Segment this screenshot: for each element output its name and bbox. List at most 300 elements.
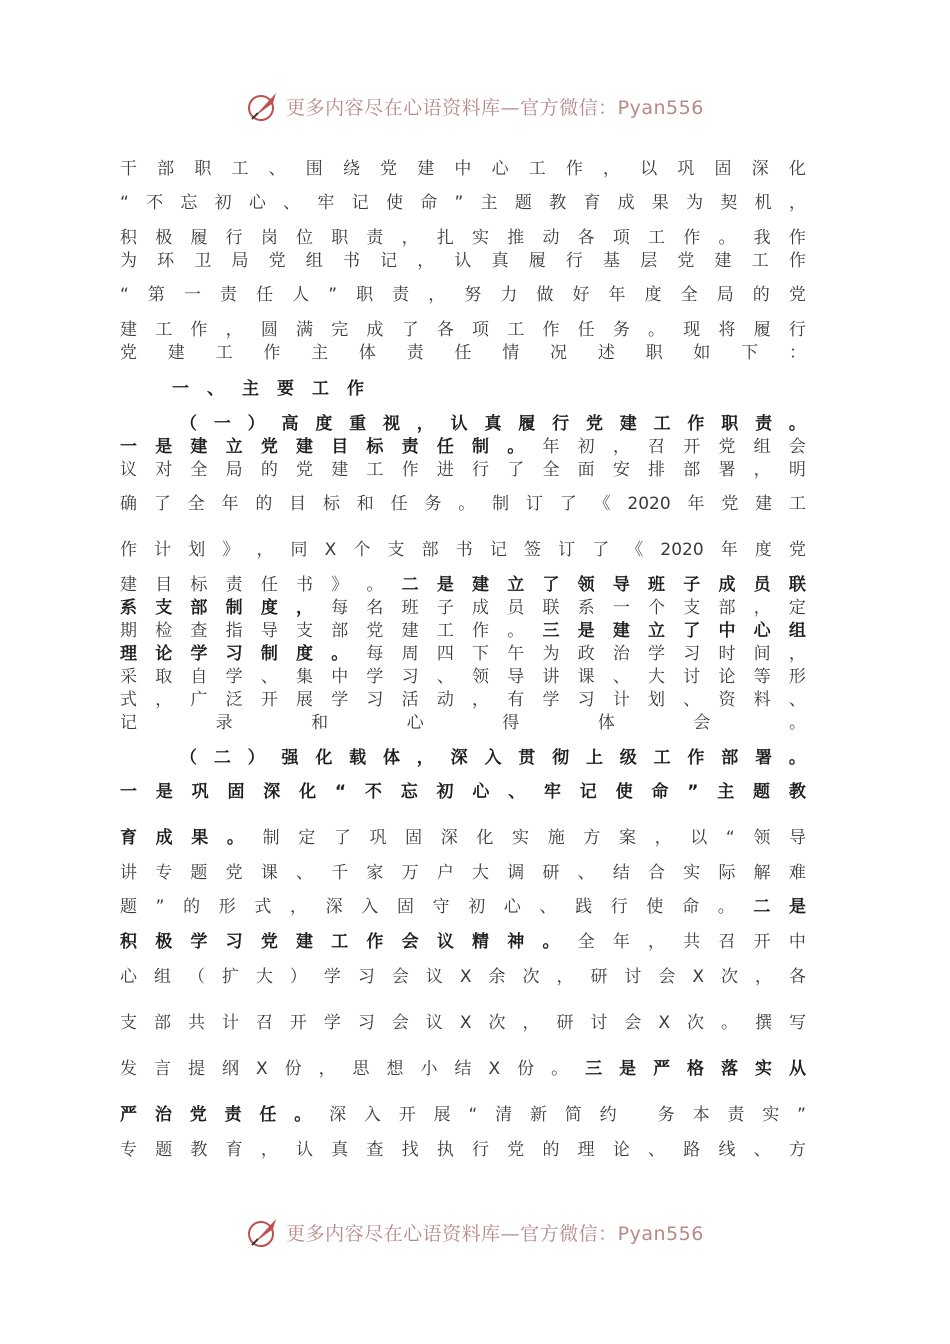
text-char: 订 xyxy=(525,494,543,514)
text-char: 实 xyxy=(472,228,490,248)
text-char: 党 xyxy=(789,540,806,560)
text-line xyxy=(172,376,364,402)
text-char: 命 xyxy=(420,193,438,213)
text-char: 作 xyxy=(263,343,281,363)
text-char: 职 xyxy=(356,285,374,305)
text-char: 卫 xyxy=(194,251,212,271)
text-char: 。 xyxy=(366,575,384,595)
text-char: 形 xyxy=(788,667,806,687)
text-char: 共 xyxy=(683,932,701,952)
text-char: 建 xyxy=(401,621,419,641)
text-char: 制 xyxy=(260,644,278,664)
text-char: 固 xyxy=(405,828,423,848)
text-char: 务 xyxy=(657,1105,675,1125)
text-char: 。 xyxy=(294,1105,312,1125)
text-char: 学 xyxy=(323,1013,341,1033)
text-char: 体 xyxy=(597,713,615,733)
text-char: 责 xyxy=(225,575,243,595)
text-char: 难 xyxy=(788,863,806,883)
text-char: 党 xyxy=(721,494,739,514)
text-char: 作 xyxy=(788,251,806,271)
text-char: （ xyxy=(187,967,205,987)
watermark-text: 更多内容尽在心语资料库—官方微信：Pyan556 xyxy=(286,96,704,119)
text-char: ） xyxy=(289,967,307,987)
text-char: 、 xyxy=(260,667,278,687)
text-char xyxy=(634,1102,639,1128)
text-char: ， xyxy=(401,228,419,248)
text-char: X xyxy=(459,1013,472,1033)
text-char: 下 xyxy=(741,343,759,363)
text-char: 况 xyxy=(550,343,568,363)
text-char: 论 xyxy=(718,667,736,687)
text-char: 题 xyxy=(190,863,208,883)
text-char: 心 xyxy=(406,713,424,733)
text-char: 料 xyxy=(753,690,771,710)
text-char: 年 xyxy=(221,494,239,514)
text-char: 建 xyxy=(190,437,208,457)
text-line xyxy=(120,1137,806,1163)
text-char: 建 xyxy=(120,320,137,340)
text-char: 认 xyxy=(450,414,468,434)
text-char: 各 xyxy=(577,228,595,248)
text-char: 习 xyxy=(225,644,243,664)
text-char: 度 xyxy=(644,285,662,305)
text-char: ” xyxy=(454,193,464,213)
text-char: 建 xyxy=(612,621,630,641)
text-char: ， xyxy=(472,690,490,710)
text-line xyxy=(120,964,806,990)
text-char: 习 xyxy=(357,967,375,987)
text-char: 入 xyxy=(484,748,502,768)
text-char: 忘 xyxy=(400,782,418,802)
text-char: 入 xyxy=(361,897,379,917)
text-char: 固 xyxy=(227,782,245,802)
text-char: 组 xyxy=(788,621,806,641)
text-line xyxy=(120,1010,806,1036)
text-char: 题 xyxy=(753,782,770,802)
text-char: 开 xyxy=(753,932,771,952)
text-char: ， xyxy=(416,414,434,434)
text-char: 言 xyxy=(153,1059,171,1079)
text-char: 上 xyxy=(585,748,603,768)
text-char: 取 xyxy=(155,667,173,687)
text-char: 工 xyxy=(528,159,546,179)
text-char: 格 xyxy=(687,1059,705,1079)
text-char: ， xyxy=(612,437,630,457)
text-char: 任 xyxy=(390,494,408,514)
text-char: 守 xyxy=(432,897,450,917)
text-char: 制 xyxy=(492,494,510,514)
text-char: 全 xyxy=(542,460,560,480)
text-char: 结 xyxy=(454,1059,472,1079)
text-char: ， xyxy=(225,320,243,340)
text-char: 育 xyxy=(225,1140,243,1160)
text-char: 满 xyxy=(296,320,314,340)
text-char: 行 xyxy=(472,460,490,480)
text-char: 行 xyxy=(610,897,628,917)
text-char: 家 xyxy=(366,863,384,883)
text-char: 开 xyxy=(289,1013,307,1033)
text-char: 。 xyxy=(458,494,476,514)
text-char: 讨 xyxy=(683,667,701,687)
text-line xyxy=(120,457,806,483)
text-char: 第 xyxy=(147,285,165,305)
text-char: 导 xyxy=(612,575,630,595)
text-char: 专 xyxy=(155,863,173,883)
text-char: 子 xyxy=(436,598,454,618)
text-char: 神 xyxy=(507,932,525,952)
text-char: 习 xyxy=(366,690,384,710)
text-char: 年 xyxy=(612,932,630,952)
text-char: 《 xyxy=(626,540,644,560)
text-char: ， xyxy=(260,1140,278,1160)
text-char: 定 xyxy=(298,828,316,848)
text-char: 、 xyxy=(753,1140,771,1160)
text-char: 发 xyxy=(120,1059,137,1079)
text-char: 实 xyxy=(683,863,701,883)
text-char: 任 xyxy=(454,343,472,363)
text-char: 导 xyxy=(788,828,806,848)
text-char: 是 xyxy=(436,575,454,595)
text-char: 、 xyxy=(683,690,701,710)
text-char: 是 xyxy=(788,897,806,917)
text-char: 是 xyxy=(155,782,173,802)
text-char: 研 xyxy=(556,1013,574,1033)
text-char: 落 xyxy=(721,1059,739,1079)
text-char: ， xyxy=(788,644,806,664)
text-char: 余 xyxy=(488,967,506,987)
text-char: 推 xyxy=(507,228,525,248)
text-char: 作 xyxy=(120,540,137,560)
text-char: 书 xyxy=(296,575,314,595)
text-char: 是 xyxy=(619,1059,637,1079)
text-char: 责 xyxy=(224,1105,242,1125)
text-char: 领 xyxy=(472,667,490,687)
text-char: 真 xyxy=(491,251,509,271)
text-char: ， xyxy=(256,540,274,560)
text-char: 记 xyxy=(380,251,398,271)
text-char: 巩 xyxy=(677,159,695,179)
text-char: 心 xyxy=(491,159,509,179)
text-char: 年 xyxy=(720,540,738,560)
text-char: 建 xyxy=(714,251,732,271)
text-char: 建 xyxy=(167,343,185,363)
text-char: 成 xyxy=(472,598,490,618)
text-char: 三 xyxy=(585,1059,603,1079)
text-char: 支 xyxy=(296,621,314,641)
text-char: 环 xyxy=(157,251,175,271)
text-char: 育 xyxy=(583,193,601,213)
text-char: 议 xyxy=(425,967,443,987)
text-char: 绕 xyxy=(342,159,360,179)
text-char: 真 xyxy=(484,414,502,434)
text-char: 初 xyxy=(436,782,454,802)
text-char: 精 xyxy=(472,932,490,952)
text-char: 深 xyxy=(263,782,281,802)
text-char: 建 xyxy=(417,159,435,179)
text-char: 党 xyxy=(260,437,278,457)
text-char: 了 xyxy=(683,621,701,641)
text-char: 午 xyxy=(507,644,525,664)
text-char: 员 xyxy=(507,598,525,618)
text-char: 命 xyxy=(651,782,669,802)
text-char: 次 xyxy=(687,1013,705,1033)
text-char: 教 xyxy=(549,193,567,213)
text-char: 行 xyxy=(788,320,806,340)
text-char: 。 xyxy=(648,320,666,340)
text-char: 建 xyxy=(296,932,314,952)
text-line xyxy=(180,745,806,771)
text-char: 议 xyxy=(120,460,137,480)
text-char: 方 xyxy=(583,828,601,848)
text-char: 题 xyxy=(155,1140,173,1160)
text-char: 成 xyxy=(718,575,736,595)
text-char: 。 xyxy=(507,437,525,457)
text-char: 心 xyxy=(248,193,266,213)
text-char: 党 xyxy=(788,285,806,305)
text-char: 议 xyxy=(436,932,454,952)
text-char: 的 xyxy=(260,460,278,480)
text-char: 名 xyxy=(366,598,384,618)
text-char: 党 xyxy=(260,932,278,952)
text-char: 位 xyxy=(296,228,314,248)
text-char: 贯 xyxy=(518,748,536,768)
text-char: ” xyxy=(797,1105,806,1125)
text-char: 度 xyxy=(260,598,278,618)
text-char: 目 xyxy=(289,494,307,514)
text-line xyxy=(120,537,806,563)
text-char: 支 xyxy=(387,540,405,560)
text-char: 自 xyxy=(190,667,208,687)
text-char: 治 xyxy=(612,644,630,664)
text-char: ， xyxy=(788,193,806,213)
text-char: 导 xyxy=(507,667,525,687)
text-char: 。 xyxy=(331,644,349,664)
text-char: 调 xyxy=(507,863,525,883)
text-char: 署 xyxy=(755,748,773,768)
text-char: 体 xyxy=(382,748,400,768)
text-char: “ xyxy=(468,1105,478,1125)
text-char: 教 xyxy=(190,1140,208,1160)
text-char: 要 xyxy=(277,379,294,399)
text-line xyxy=(120,710,806,736)
text-char: 建 xyxy=(296,437,314,457)
text-line xyxy=(120,282,806,308)
text-char: 立 xyxy=(225,437,243,457)
text-char: 书 xyxy=(455,540,473,560)
text-char: 党 xyxy=(120,343,137,363)
text-char: 想 xyxy=(386,1059,404,1079)
text-char: 学 xyxy=(225,667,243,687)
text-char: ” xyxy=(155,897,165,917)
text-char: 牢 xyxy=(317,193,335,213)
text-char: 深 xyxy=(325,897,343,917)
text-char: 组 xyxy=(305,251,323,271)
text-char: 开 xyxy=(260,690,278,710)
text-char: 巩 xyxy=(191,782,209,802)
text-char: 如 xyxy=(693,343,711,363)
text-char: 作 xyxy=(687,748,705,768)
text-char: 任 xyxy=(256,285,274,305)
text-char: 积 xyxy=(120,228,137,248)
text-char: ， xyxy=(296,598,314,618)
text-char: 线 xyxy=(718,1140,736,1160)
text-char: 次 xyxy=(522,967,540,987)
text-char: 约 xyxy=(599,1105,617,1125)
text-char: 工 xyxy=(751,251,769,271)
text-char: ： xyxy=(788,343,806,363)
text-char: 《 xyxy=(593,494,611,514)
text-char: 动 xyxy=(542,228,560,248)
text-char: 习 xyxy=(225,932,243,952)
text-char: 建 xyxy=(472,575,490,595)
text-char: 会 xyxy=(788,437,806,457)
text-char: 采 xyxy=(120,667,137,687)
text-char: ， xyxy=(318,1059,336,1079)
text-char: 理 xyxy=(577,1140,595,1160)
text-char: X xyxy=(658,1013,671,1033)
text-char: 讨 xyxy=(624,967,642,987)
text-char: 、 xyxy=(648,1140,666,1160)
text-char: 行 xyxy=(565,251,583,271)
text-char: 领 xyxy=(577,575,595,595)
text-char: 使 xyxy=(615,782,633,802)
text-char: 党 xyxy=(380,159,398,179)
text-char: 为 xyxy=(120,251,137,271)
text-char: 订 xyxy=(558,540,576,560)
text-char: 化 xyxy=(788,159,806,179)
text-char: 力 xyxy=(500,285,518,305)
text-char: 履 xyxy=(518,414,536,434)
text-char: 本 xyxy=(692,1105,710,1125)
text-char: ， xyxy=(753,598,771,618)
text-char: 户 xyxy=(436,863,454,883)
text-char: 部 xyxy=(157,159,175,179)
text-char: 学 xyxy=(648,644,666,664)
text-char: 开 xyxy=(683,437,701,457)
text-char: 项 xyxy=(472,320,490,340)
text-char: 新 xyxy=(529,1105,547,1125)
text-char: 了 xyxy=(592,540,610,560)
text-char: 工 xyxy=(312,379,329,399)
text-char: 党 xyxy=(718,437,736,457)
text-char: 初 xyxy=(214,193,232,213)
text-char: ， xyxy=(648,932,666,952)
text-char: 实 xyxy=(762,1105,780,1125)
text-char: 执 xyxy=(436,1140,454,1160)
text-char: 层 xyxy=(640,251,658,271)
text-char: 集 xyxy=(296,667,314,687)
text-char: 局 xyxy=(231,251,249,271)
text-char: 。 xyxy=(717,897,735,917)
text-char: 实 xyxy=(755,1059,773,1079)
text-char: 一 xyxy=(183,285,201,305)
text-char: 心 xyxy=(753,621,771,641)
text-char: 命 xyxy=(682,897,700,917)
text-char: 了 xyxy=(153,494,171,514)
text-char: 主 xyxy=(717,782,735,802)
text-char: 情 xyxy=(502,343,520,363)
text-char: 讲 xyxy=(542,667,560,687)
text-char: 学 xyxy=(190,644,208,664)
text-char: 学 xyxy=(366,667,384,687)
text-char: 书 xyxy=(342,251,360,271)
text-char: 方 xyxy=(788,1140,806,1160)
text-char: 的 xyxy=(183,897,201,917)
text-char: 职 xyxy=(721,414,739,434)
text-char: 署 xyxy=(718,460,736,480)
text-char: 部 xyxy=(190,598,208,618)
text-char: 。 xyxy=(507,621,525,641)
text-char: 开 xyxy=(398,1105,416,1125)
text-char: 际 xyxy=(718,863,736,883)
text-char: 党 xyxy=(677,251,695,271)
text-char: 万 xyxy=(401,863,419,883)
text-char: 深 xyxy=(440,828,458,848)
text-char: 次 xyxy=(488,1013,506,1033)
text-char: 专 xyxy=(120,1140,137,1160)
text-char: 重 xyxy=(349,414,367,434)
text-char: 制 xyxy=(262,828,280,848)
text-char: X xyxy=(488,1059,501,1079)
text-char: 、 xyxy=(268,159,286,179)
text-char: 份 xyxy=(284,1059,302,1079)
text-char: 查 xyxy=(366,1140,384,1160)
text-char: 部 xyxy=(153,1013,171,1033)
text-char: 大 xyxy=(648,667,666,687)
text-char: 体 xyxy=(358,343,376,363)
text-char: 论 xyxy=(155,644,173,664)
text-char: 展 xyxy=(296,690,314,710)
text-char: 心 xyxy=(472,782,490,802)
text-line xyxy=(120,1056,806,1082)
text-char: 有 xyxy=(507,690,525,710)
text-char: 职 xyxy=(331,228,349,248)
text-char: 化 xyxy=(476,828,494,848)
text-char: 围 xyxy=(305,159,323,179)
text-char: 从 xyxy=(789,1059,806,1079)
text-char: 联 xyxy=(788,575,806,595)
text-char: 标 xyxy=(322,494,340,514)
text-char: 大 xyxy=(255,967,273,987)
watermark-text: 更多内容尽在心语资料库—官方微信：Pyan556 xyxy=(286,1222,704,1245)
text-char: 使 xyxy=(385,193,403,213)
text-char: 作 xyxy=(542,320,560,340)
text-char: 习 xyxy=(401,667,419,687)
text-char: 会 xyxy=(391,967,409,987)
text-char: 、 xyxy=(508,782,526,802)
text-char: 和 xyxy=(311,713,329,733)
text-line xyxy=(120,190,806,216)
text-char: 、 xyxy=(296,863,314,883)
text-char: 级 xyxy=(619,748,637,768)
text-char: 部 xyxy=(331,621,349,641)
text-char: 导 xyxy=(260,621,278,641)
text-char: 各 xyxy=(789,967,806,987)
text-char: ” xyxy=(328,285,337,305)
text-char: 活 xyxy=(401,690,419,710)
text-char: “ xyxy=(120,193,129,213)
text-char: 组 xyxy=(153,967,171,987)
text-char: 工 xyxy=(155,320,173,340)
text-char: 巩 xyxy=(369,828,387,848)
text-char: 使 xyxy=(646,897,664,917)
text-char: 化 xyxy=(315,748,333,768)
text-char: 作 xyxy=(565,159,583,179)
text-char: 责 xyxy=(406,343,424,363)
text-char: 政 xyxy=(577,644,595,664)
text-char: 。 xyxy=(542,932,560,952)
